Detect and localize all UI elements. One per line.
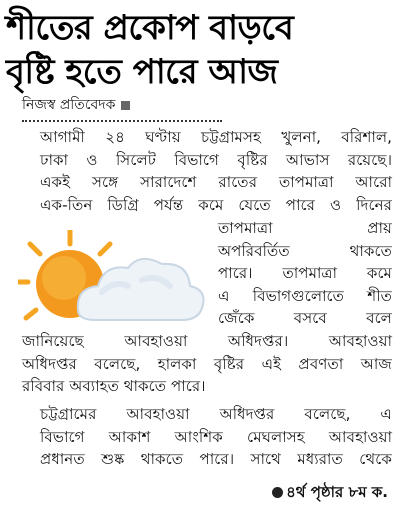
paragraph-1	[22, 126, 392, 216]
headline-line-2: বৃষ্টি হতে পারে আজ	[6, 52, 278, 92]
headline	[6, 6, 396, 94]
paragraph-1-continued	[22, 330, 392, 398]
text-line: ঢাকা ও সিলেট বিভাগে বৃষ্টির আভাস রয়েছে।	[40, 150, 392, 169]
text-line: রবিবার অব্যাহত থাকতে পারে।	[22, 377, 206, 395]
wrap-column	[218, 217, 392, 330]
continued-on-page	[272, 481, 388, 503]
byline	[22, 96, 130, 114]
dotted-divider	[22, 120, 222, 122]
text-line: এক-তিন ডিগ্রি পর্যন্ত কমে যেতে পারে ও দিনের	[40, 195, 392, 214]
text-line: আগামী ২৪ ঘণ্টায় চট্টগ্রামসহ খুলনা, বরিশাল,	[40, 128, 392, 146]
continued-text: ৪র্থ পৃষ্ঠার ৮ম ক.	[286, 483, 388, 501]
text-line: বিভাগে আকাশ আংশিক মেঘলাসহ আবহাওয়া	[40, 427, 392, 446]
text-line: তাপমাত্রা প্রায়	[218, 219, 392, 237]
text-line: জানিয়েছে আবহাওয়া অধিদপ্তর। আবহাওয়া	[22, 332, 392, 350]
text-line: পারে। তাপমাত্রা কমে	[218, 264, 392, 282]
text-line: অপরিবর্তিত থাকতে	[218, 241, 392, 260]
text-line: অধিদপ্তর বলেছে, হালকা বৃষ্টির এই প্রবণতা আজ	[22, 354, 392, 373]
bullet-icon	[272, 487, 283, 498]
text-line: প্রধানত শুষ্ক থাকতে পারে। সাথে মধ্যরাত থেকে	[40, 450, 392, 468]
text-line: একই সঙ্গে সারাদেশে রাতের তাপমাত্রা আরো	[40, 173, 392, 191]
text-line: চট্টগ্রামের আবহাওয়া অধিদপ্তর বলেছে, এ	[40, 405, 392, 423]
paragraph-2	[22, 403, 392, 471]
sun-behind-cloud-icon	[18, 230, 208, 330]
text-line: এ বিভাগগুলোতে শীত	[218, 286, 392, 305]
byline-text: নিজস্ব প্রতিবেদক	[22, 97, 116, 113]
byline-square-icon	[121, 101, 130, 110]
text-line: জেঁকে বসবে বলে	[218, 309, 392, 327]
headline-line-1: শীতের প্রকোপ বাড়বে	[6, 8, 294, 48]
